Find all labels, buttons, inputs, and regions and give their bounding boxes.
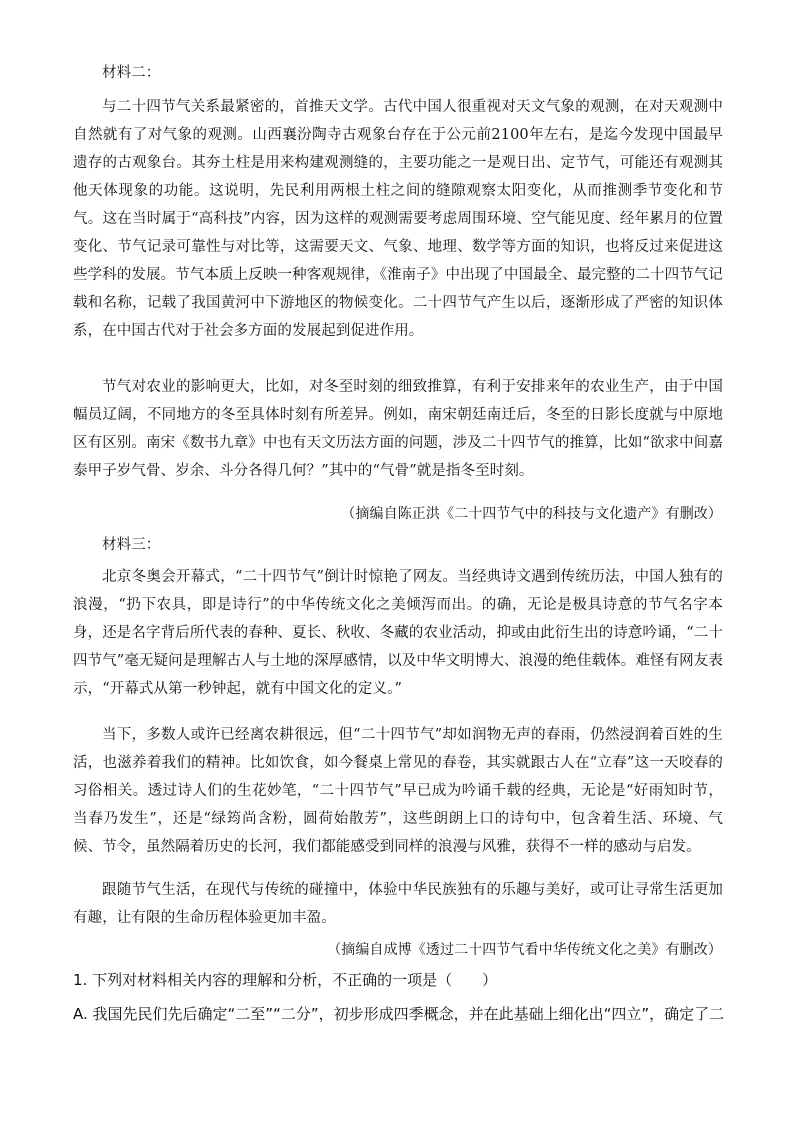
material-3-source: （摘编自成博《透过二十四节气看中华传统文化之美》有删改） <box>327 942 722 958</box>
question-1-stem: 1. 下列对材料相关内容的理解和分析，不正确的一项是（ ） <box>73 971 498 989</box>
material-2-paragraph-1: 与二十四节气关系最紧密的，首推天文学。古代中国人很重视对天文气象的观测，在对天观测中自然就有了对气象的观测。山西襄汾陶寺古观象台存在于公元前2100年左右，是迄今发现中国最早遗存的古观象台。其夯土柱是用来构建观测缝的，主要功能之一是观日出、定节气，可能还有观测其他天体现象的功能。这说明，先民利用两根土柱之间的缝隙观察太阳变化，从而推测季节变化和节气。这在当时属于“高科技”内容，因为这样的观测需要考虑周围环境、空气能见度、经年累月的位置变化、节气记录可靠性与对比等，这需要天文、气象、地理、数学等方面的知识，也将反过来促进这些学科的发展。节气本质上反映一种客观规律，《淮南子》中出现了中国最全、最完整的二十四节气记载和名称，记载了我国黄河中下游地区的物候变化。二十四节气产生以后，逐渐形成了严密的知识体系，在中国古代对于社会多方面的发展起到促进作用。 <box>73 99 723 339</box>
material-3-paragraph-3: 跟随节气生活，在现代与传统的碰撞中，体验中华民族独有的乐趣与美好，或可让寻常生活更加有趣，让有限的生命历程体验更加丰盈。 <box>73 882 723 926</box>
question-1-option-a: A. 我国先民们先后确定“二至”“二分”，初步形成四季概念，并在此基础上细化出“四立”，确定了二 <box>73 1005 725 1023</box>
material-3-heading: 材料三： <box>102 537 161 553</box>
material-3-paragraph-1: 北京冬奥会开幕式，“二十四节气”倒计时惊艳了网友。当经典诗文遇到传统历法，中国人独有的浪漫，“扔下农具，即是诗行”的中华传统文化之美倾泻而出。的确，无论是极具诗意的节气名字本身，还是名字背后所代表的春种、夏长、秋收、冬藏的农业活动，抑或由此衍生出的诗意吟诵，“二十四节气”毫无疑问是理解古人与土地的深厚感情，以及中华文明博大、浪漫的绝佳载体。难怪有网友表示，“开幕式从第一秒钟起，就有中国文化的定义。” <box>73 569 723 697</box>
material-2-paragraph-2: 节气对农业的影响更大，比如，对冬至时刻的细致推算，有利于安排来年的农业生产，由于中国幅员辽阔，不同地方的冬至具体时刻有所差异。例如，南宋朝廷南迁后，冬至的日影长度就与中原地区有区别。南宋《数书九章》中也有天文历法方面的问题，涉及二十四节气的推算，比如“欲求中间嘉泰甲子岁气骨、岁余、斗分各得几何？”其中的“气骨”就是指冬至时刻。 <box>73 379 723 479</box>
material-2-heading: 材料二： <box>102 65 161 81</box>
material-2-source: （摘编自陈正洪《二十四节气中的科技与文化遗产》有删改） <box>341 506 722 522</box>
material-3-paragraph-2: 当下，多数人或许已经离农耕很远，但“二十四节气”却如润物无声的春雨，仍然浸润着百姓的生活，也滋养着我们的精神。比如饮食，如今餐桌上常见的春卷，其实就跟古人在“立春”这一天咬春的习俗相关。透过诗人们的生花妙笔，“二十四节气”早已成为吟诵千载的经典，无论是“好雨知时节，当春乃发生”，还是“绿筠尚含粉，圆荷始散芳”，这些朗朗上口的诗句中，包含着生活、环境、气候、节令，虽然隔着历史的长河，我们都能感受到同样的浪漫与风雅，获得不一样的感动与启发。 <box>73 727 723 855</box>
